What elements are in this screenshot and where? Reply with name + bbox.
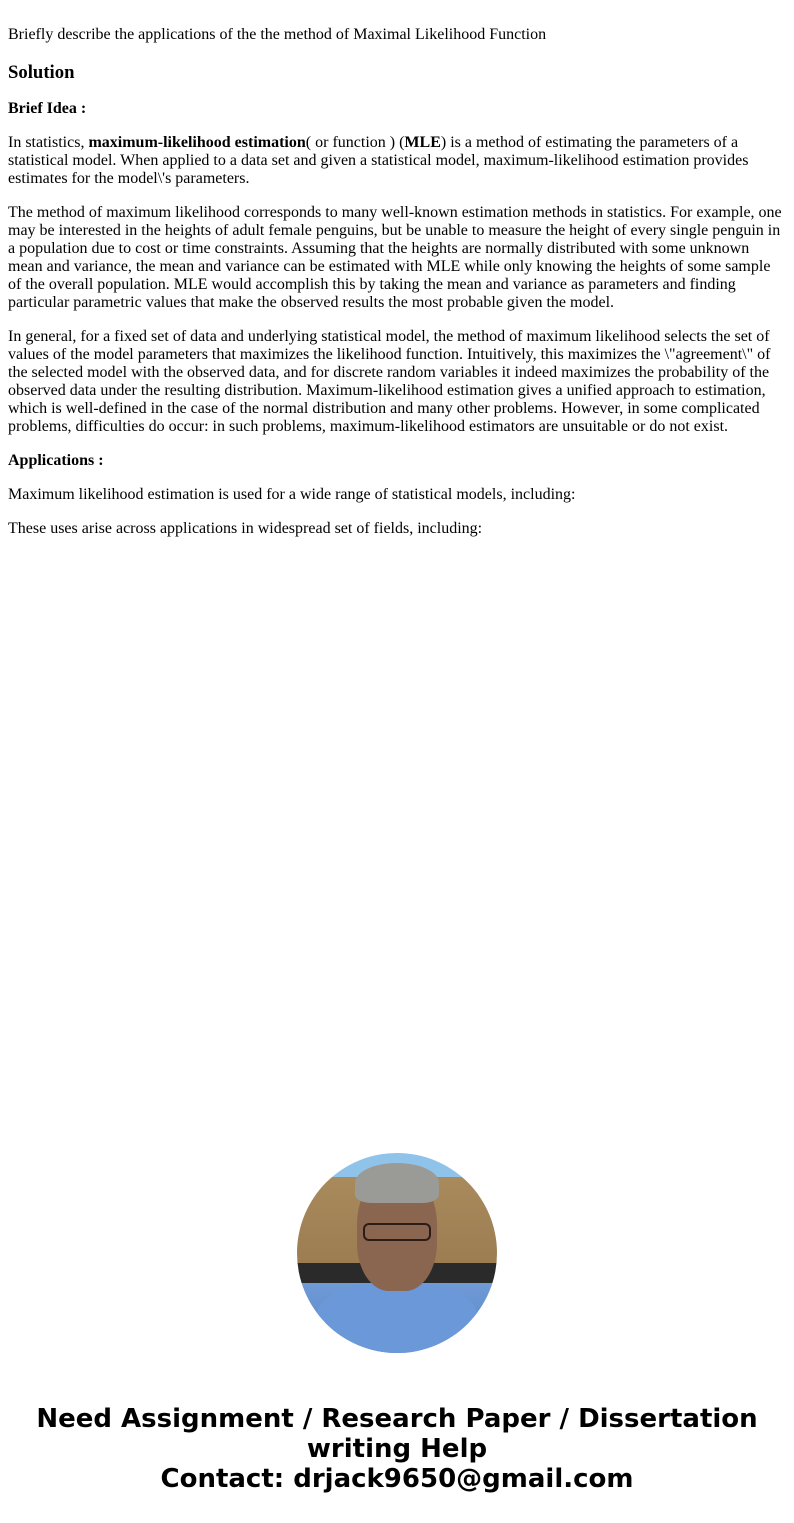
article [8, 26, 786, 554]
paragraph-general: In general, for a fixed set of data and underlying statistical model, the method of maximum likelihood selects the set of values of the model parameters that maximizes the likelihood function. Intuitively, this maximizes the \"agreement\" of the selected model with the observed data, and for discrete random variables it indeed maximizes the probability of the observed data under the resulting distribution. Maximum-likelihood estimation gives a unified approach to estimation, which is well-defined in the case of the normal distribution and many other problems. However, in some complicated problems, difficulties do occur: in such problems, maximum-likelihood estimators are unsuitable or do not exist. [8, 328, 771, 435]
solution-heading: Solution [8, 62, 75, 83]
promo-line-contact: Contact: drjack9650@gmail.com [160, 1464, 634, 1494]
paragraph-fields: These uses arise across applications in widespread set of fields, including: [8, 520, 483, 537]
text: ( or function ) ( [305, 134, 405, 151]
applications-label: Applications : [8, 452, 104, 469]
avatar-glasses [363, 1223, 431, 1241]
bold-term: maximum-likelihood estimation [88, 134, 306, 151]
brief-idea-label: Brief Idea : [8, 100, 87, 117]
paragraph-mle-definition [8, 134, 786, 188]
author-avatar [297, 1153, 497, 1353]
avatar-hair [355, 1163, 439, 1203]
text: ) is a method of estimating the parameters of a statistical model. When applied to a data set and given a statistical model, maximum-likelihood estimation provides estimates for the model\'s parameters. [8, 134, 749, 187]
paragraph-example: The method of maximum likelihood corresponds to many well-known estimation methods in statistics. For example, one may be interested in the heights of adult female penguins, but be unable to measure the height of every single penguin in a population due to cost or time constraints. Assuming that the heights are normally distributed with some unknown mean and variance, the mean and variance can be estimated with MLE while only knowing the heights of some sample of the overall population. MLE would accomplish this by taking the mean and variance as parameters and finding particular parametric values that make the observed results the most probable given the model. [8, 204, 782, 311]
promo-line-help: Need Assignment / Research Paper / Dissertation writing Help [36, 1404, 758, 1464]
avatar-shirt [317, 1283, 477, 1353]
bold-term: MLE [404, 134, 441, 151]
promo-banner [0, 1404, 794, 1494]
text: In statistics, [8, 134, 89, 151]
question-text: Briefly describe the applications of the the method of Maximal Likelihood Function [8, 26, 547, 43]
paragraph-models: Maximum likelihood estimation is used for a wide range of statistical models, including: [8, 486, 576, 503]
brief-idea-heading [8, 100, 786, 118]
applications-heading [8, 452, 786, 470]
